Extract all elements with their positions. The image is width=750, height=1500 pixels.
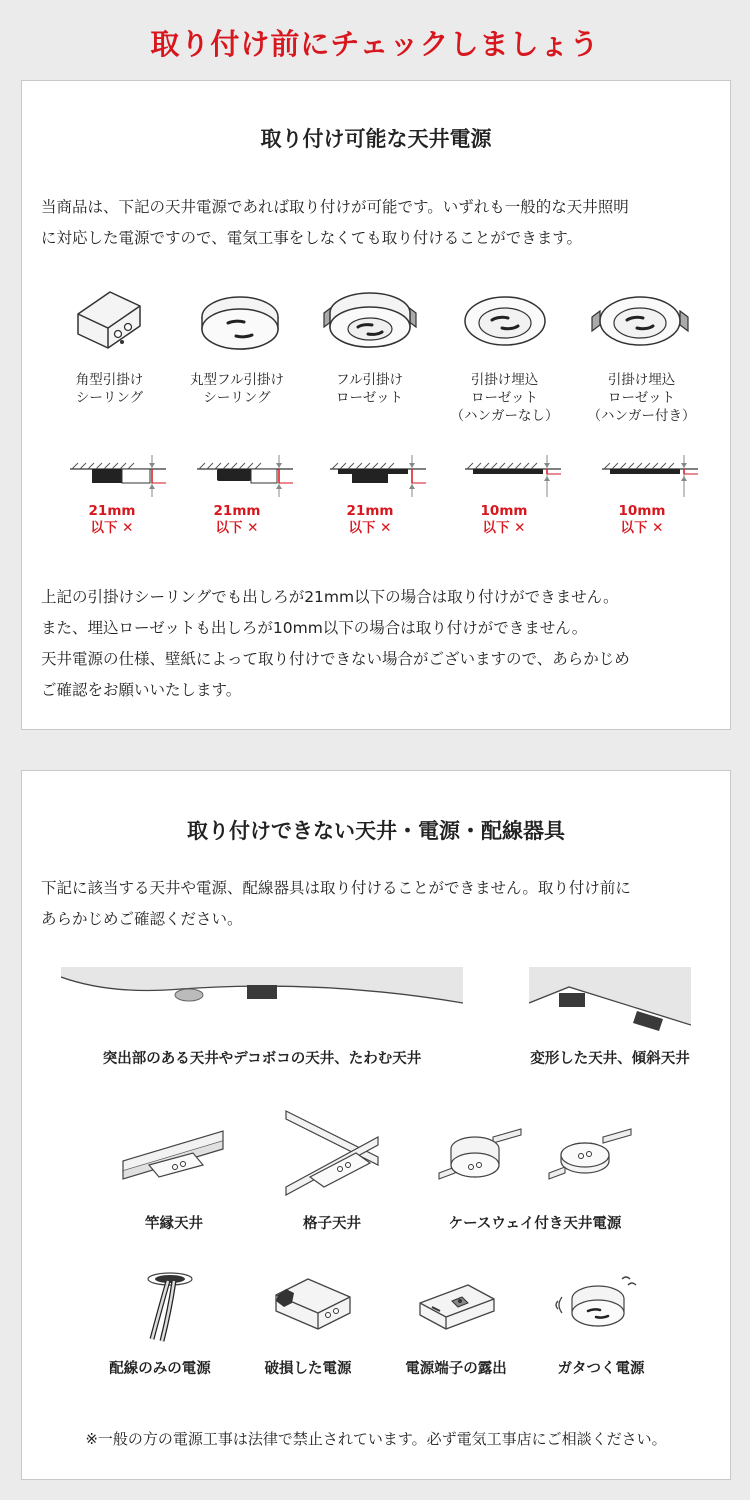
bare-wiring-icon (140, 1269, 200, 1349)
caseway-socket-icon-1 (437, 1127, 523, 1189)
caseway-socket-icon-2 (547, 1127, 633, 1189)
item-label: 突出部のある天井やデコボコの天井、たわむ天井 (102, 1051, 422, 1067)
damaged-socket-icon (270, 1271, 356, 1337)
min-height-label: 10mm 以下 ✕ (480, 503, 528, 536)
min-height-label: 21mm 以下 ✕ (213, 503, 261, 536)
item-label: 配線のみの電源 (109, 1361, 211, 1377)
incompatible-ceiling-card (21, 770, 731, 1480)
height-diagram-full-rosette (328, 449, 428, 499)
uneven-ceiling-illustration (61, 967, 463, 1009)
exposed-terminal-icon (416, 1281, 498, 1339)
section1-note-line: 上記の引掛けシーリングでも出しろが21mm以下の場合は取り付けができません。 (41, 588, 619, 606)
section1-note-line: また、埋込ローゼットも出しろが10mm以下の場合は取り付けができません。 (41, 619, 588, 637)
item-label: 竿縁天井 (145, 1216, 203, 1232)
device-label: 引掛け埋込 ローゼット （ハンガーなし） (450, 372, 559, 424)
full-rosette-icon (318, 287, 422, 357)
height-diagram-embedded-with-hanger (600, 449, 700, 499)
item-label: ガタつく電源 (557, 1361, 645, 1377)
section1-title: 取り付け可能な天井電源 (260, 127, 492, 151)
section1-note-line: ご確認をお願いいたします。 (41, 681, 242, 699)
section1-note-line: 天井電源の仕様、壁紙によって取り付けできない場合がございますので、あらかじめ (41, 650, 630, 668)
device-label: フル引掛け ローゼット (336, 372, 403, 406)
height-diagram-round (195, 449, 295, 499)
section1-intro (41, 192, 721, 254)
item-label: 格子天井 (303, 1216, 361, 1232)
device-label: 角型引掛け シーリング (75, 372, 144, 406)
height-diagram-embedded-no-hanger (463, 449, 563, 499)
section2-intro-line: 下記に該当する天井や電源、配線器具は取り付けることができません。取り付け前に (41, 879, 631, 897)
min-height-label: 21mm 以下 ✕ (88, 503, 136, 536)
compatible-ceiling-power-card (21, 80, 731, 730)
page-title: 取り付け前にチェックしましょう (150, 27, 600, 61)
height-diagram-square (68, 449, 168, 499)
section2-intro (41, 873, 721, 935)
section2-title: 取り付けできない天井・電源・配線器具 (187, 819, 565, 843)
min-height-label: 21mm 以下 ✕ (346, 503, 394, 536)
item-label: 電源端子の露出 (405, 1361, 507, 1377)
section2-intro-line: あらかじめご確認ください。 (41, 910, 243, 928)
embedded-rosette-no-hanger-icon (462, 289, 548, 355)
item-label: ケースウェイ付き天井電源 (448, 1216, 622, 1232)
min-height-label: 10mm 以下 ✕ (618, 503, 666, 536)
sloped-ceiling-illustration (529, 967, 691, 1039)
embedded-rosette-with-hanger-icon (588, 289, 692, 355)
square-ceiling-socket-icon (70, 284, 146, 354)
device-label: 丸型フル引掛け シーリング (190, 372, 284, 406)
batten-ceiling-icon (121, 1127, 227, 1189)
loose-socket-icon (552, 1273, 642, 1337)
item-label: 破損した電源 (264, 1361, 352, 1377)
section1-intro-line: に対応した電源ですので、電気工事をしなくても取り付けることができます。 (41, 229, 582, 247)
legal-footnote: ※一般の方の電源工事は法律で禁止されています。必ず電気工事店にご相談ください。 (85, 1430, 667, 1448)
lattice-ceiling-icon (282, 1107, 382, 1207)
section1-intro-line: 当商品は、下記の天井電源であれば取り付けが可能です。いずれも一般的な天井照明 (41, 198, 629, 216)
item-label: 変形した天井、傾斜天井 (530, 1051, 690, 1067)
section1-notes (41, 582, 721, 706)
device-label: 引掛け埋込 ローゼット （ハンガー付き） (587, 372, 696, 424)
round-full-ceiling-socket-icon (198, 287, 282, 357)
